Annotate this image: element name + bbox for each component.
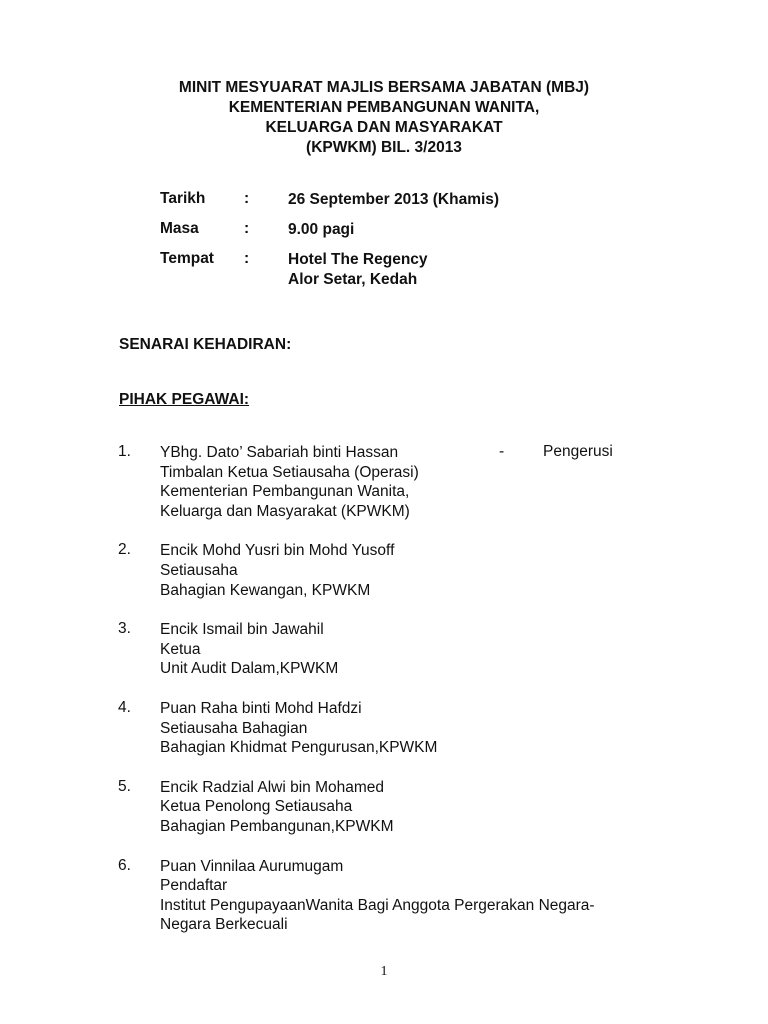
- attendee-name: Puan Vinnilaa Aurumugam: [160, 857, 344, 875]
- title-line-2: KEMENTERIAN PEMBANGUNAN WANITA,: [228, 99, 540, 116]
- date-value: 26 September 2013 (Khamis): [288, 191, 500, 208]
- place-colon: :: [244, 250, 250, 267]
- title-line-1: MINIT MESYUARAT MAJLIS BERSAMA JABATAN (MBJ): [178, 79, 590, 96]
- list-item: [0, 620, 768, 679]
- page-number: 1: [380, 964, 388, 979]
- attendee-organization-cont: Negara Berkecuali: [160, 916, 288, 934]
- attendee-organization: Bahagian Kewangan, KPWKM: [160, 581, 371, 599]
- role-dash: -: [499, 443, 505, 460]
- list-item: [0, 857, 768, 935]
- item-number: 2.: [118, 541, 131, 559]
- attendee-position: Setiausaha Bahagian: [160, 719, 308, 737]
- attendee-organization: Unit Audit Dalam,KPWKM: [160, 660, 339, 678]
- attendee-position: Ketua: [160, 640, 201, 658]
- attendee-position: Timbalan Ketua Setiausaha (Operasi): [160, 463, 419, 481]
- date-colon: :: [244, 190, 250, 207]
- place-label: Tempat: [160, 250, 214, 267]
- item-number: 4.: [118, 698, 131, 716]
- attendee-position: Ketua Penolong Setiausaha: [160, 798, 353, 816]
- attendance-heading: SENARAI KEHADIRAN:: [119, 336, 292, 353]
- time-label: Masa: [160, 220, 199, 237]
- document-title: [0, 78, 768, 158]
- list-item: [0, 541, 768, 600]
- attendee-role: Pengerusi: [543, 443, 613, 460]
- item-details: [160, 778, 768, 837]
- attendee-name: Encik Mohd Yusri bin Mohd Yusoff: [160, 542, 395, 560]
- attendee-name: Encik Radzial Alwi bin Mohamed: [160, 778, 384, 796]
- attendee-organization: Kementerian Pembangunan Wanita,: [160, 483, 410, 501]
- attendee-organization: Bahagian Pembangunan,KPWKM: [160, 817, 394, 835]
- item-number: 3.: [118, 620, 131, 638]
- place-line-2: Alor Setar, Kedah: [288, 271, 418, 288]
- list-item: [0, 778, 768, 837]
- attendee-list: [0, 443, 768, 955]
- time-value: 9.00 pagi: [288, 221, 355, 238]
- item-details: [160, 541, 768, 600]
- item-number: 5.: [118, 777, 131, 795]
- attendee-position: Pendaftar: [160, 877, 228, 895]
- place-line-1: Hotel The Regency: [288, 251, 428, 268]
- title-line-4: (KPWKM) BIL. 3/2013: [306, 139, 462, 156]
- item-number: 1.: [118, 443, 131, 460]
- attendee-name: YBhg. Dato’ Sabariah binti Hassan: [160, 444, 399, 461]
- item-details: [160, 443, 768, 521]
- item-number: 6.: [118, 856, 131, 874]
- place-value: [288, 250, 428, 290]
- list-item: [0, 699, 768, 758]
- item-details: [160, 857, 768, 935]
- time-colon: :: [244, 220, 250, 237]
- attendee-name: Encik Ismail bin Jawahil: [160, 621, 324, 639]
- date-label: Tarikh: [160, 190, 206, 207]
- attendee-organization-cont: Keluarga dan Masyarakat (KPWKM): [160, 502, 410, 520]
- list-item: [0, 443, 768, 521]
- item-details: [160, 699, 768, 758]
- officers-heading: PIHAK PEGAWAI:: [119, 391, 250, 408]
- attendee-organization: Bahagian Khidmat Pengurusan,KPWKM: [160, 739, 438, 757]
- title-line-3: KELUARGA DAN MASYARAKAT: [265, 119, 503, 136]
- item-details: [160, 620, 768, 679]
- attendee-organization: Institut PengupayaanWanita Bagi Anggota Pergerakan Negara-: [160, 896, 595, 914]
- attendee-name: Puan Raha binti Mohd Hafdzi: [160, 699, 362, 717]
- attendee-position: Setiausaha: [160, 561, 238, 579]
